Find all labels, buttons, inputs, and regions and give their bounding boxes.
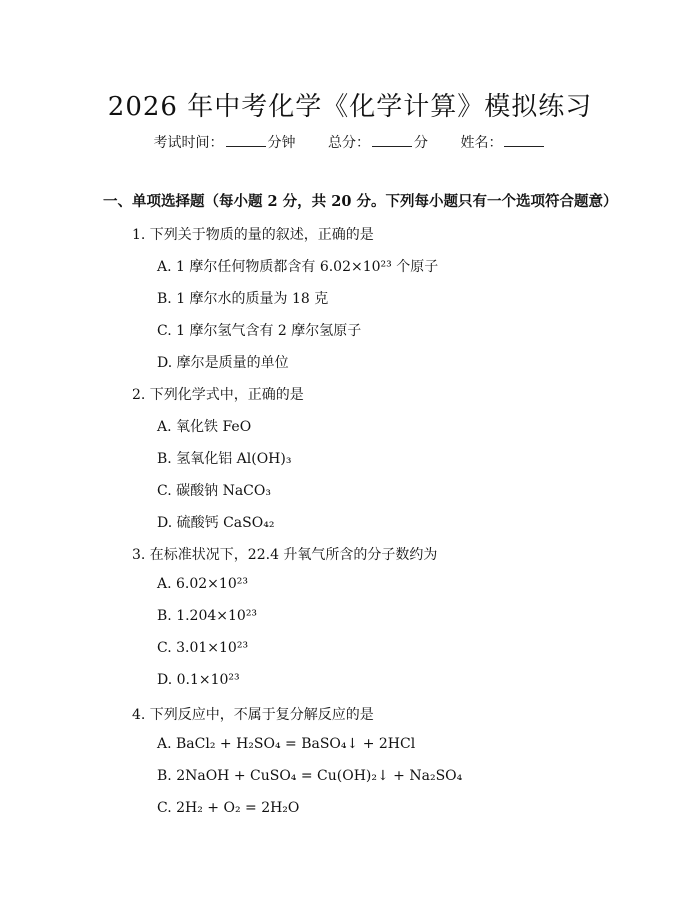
time-label: 考试时间： [153, 135, 224, 151]
option-item: B. 1.204×10²³ [157, 608, 258, 624]
option-item: A. BaCl₂ + H₂SO₄ = BaSO₄↓ + 2HCl [157, 736, 416, 752]
exam-time [154, 135, 300, 151]
question-stem: 3. 在标准状况下，22.4 升氧气所含的分子数约为 [132, 547, 438, 563]
total-score [328, 135, 432, 151]
name-label: 姓名： [460, 135, 503, 151]
time-unit: 分钟 [267, 135, 296, 151]
exam-meta [0, 132, 700, 152]
score-label: 总分： [328, 135, 370, 151]
option-item: D. 0.1×10²³ [157, 672, 240, 688]
page-title: 2026 年中考化学《化学计算》模拟练习 [107, 92, 593, 122]
question-stem: 4. 下列反应中，不属于复分解反应的是 [132, 707, 374, 723]
name-blank [504, 134, 544, 147]
question-stem: 1. 下列关于物质的量的叙述，正确的是 [132, 227, 374, 243]
option-item: B. 2NaOH + CuSO₄ = Cu(OH)₂↓ + Na₂SO₄ [157, 768, 463, 784]
option-item: D. 硫酸钙 CaSO₄₂ [157, 515, 275, 531]
option-item: C. 3.01×10²³ [157, 640, 249, 656]
section-heading: 一、单项选择题（每小题 2 分，共 20 分。下列每小题只有一个选项符合题意） [103, 193, 618, 210]
option-item: C. 2H₂ + O₂ = 2H₂O [157, 800, 300, 816]
score-unit: 分 [414, 135, 428, 151]
question-stem: 2. 下列化学式中，正确的是 [132, 387, 304, 403]
option-item: B. 氢氧化铝 Al(OH)₃ [157, 451, 292, 467]
option-item: B. 1 摩尔水的质量为 18 克 [157, 291, 329, 307]
score-blank [372, 134, 412, 147]
option-item: A. 1 摩尔任何物质都含有 6.02×10²³ 个原子 [157, 259, 439, 275]
student-name [460, 135, 546, 151]
option-item: A. 氧化铁 FeO [157, 419, 252, 435]
time-blank [226, 134, 266, 147]
option-item: C. 1 摩尔氢气含有 2 摩尔氢原子 [157, 323, 362, 339]
option-item: C. 碳酸钠 NaCO₃ [157, 483, 271, 499]
option-item: D. 摩尔是质量的单位 [157, 355, 289, 371]
option-item: A. 6.02×10²³ [157, 576, 248, 592]
